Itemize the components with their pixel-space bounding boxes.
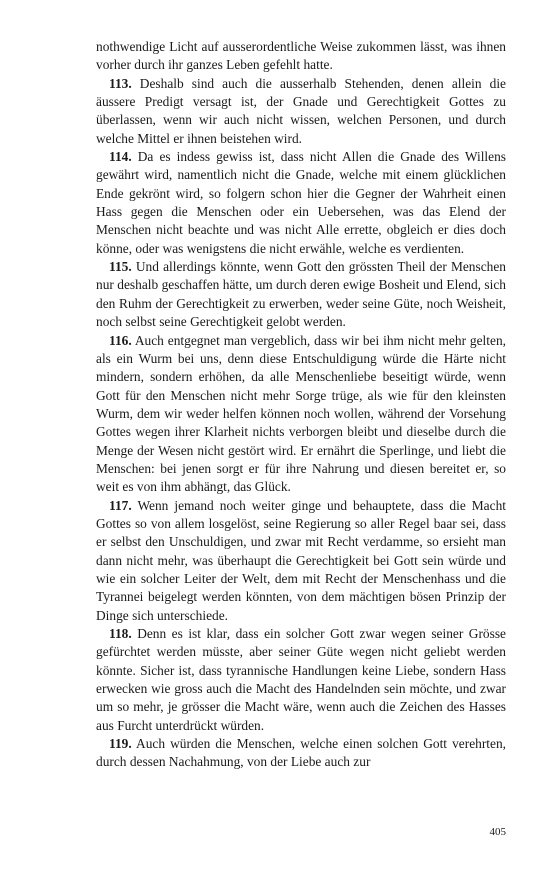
paragraph-number: 118.	[109, 626, 132, 641]
paragraph-text: nothwendige Licht auf ausserordentliche Weise zukommen lässt, was ihnen vorher durch ihr ganzes Leben gefehlt hatte.	[96, 39, 506, 73]
paragraph-number: 113.	[109, 75, 132, 91]
paragraph-text: Denn es ist klar, dass ein solcher Gott zwar wegen seiner Grösse gefürchtet werden müsste, aber seiner Güte wegen nicht geliebt werden könnte. Sicher ist, dass tyrannische Handlungen keine Liebe, sondern Hass erwecken wie gross auch die Macht des Handelnden sein möchte, und zwar um so mehr, je grösser die Macht wäre, wenn auch die Zeichen des Hasses aus Furcht unterdrückt würden.	[96, 626, 506, 733]
paragraph-number: 117.	[109, 497, 132, 513]
paragraph-117	[96, 497, 506, 625]
paragraph-116	[96, 332, 506, 497]
page-body	[96, 38, 506, 772]
paragraph-text: Wenn jemand noch weiter ginge und behauptete, dass die Macht Gottes so von allem losgelöst, seine Regierung so aller Regel baar sei, dass er selbst den Unschuldigen, und zwar mit Recht verdamme, so ersieht man dann nicht mehr, was überhaupt die Gerechtigkeit bei Gott sein würde und wie ein solcher Leiter der Welt, dem mit Recht der Menschenhass und die Tyrannei beigelegt werden könnten, von dem mächtigen bösen Prinzip der Dinge sich unterschiede.	[96, 497, 506, 623]
paragraph-continued	[96, 38, 506, 75]
paragraph-text: Auch würden die Menschen, welche einen solchen Gott verehrten, durch dessen Nachahmung, von der Liebe auch zur	[96, 736, 506, 770]
paragraph-text: Und allerdings könnte, wenn Gott den grössten Theil der Menschen nur deshalb geschaffen hätte, um durch deren ewige Bosheit und Elend, sich den Ruhm der Gerechtigkeit zu erwerben, weder seine Güte, noch Weisheit, noch selbst seine Gerechtigkeit gelobt werden.	[96, 259, 506, 330]
page-number: 405	[489, 826, 506, 838]
paragraph-number: 119.	[109, 736, 132, 752]
paragraph-text: Da es indess gewiss ist, dass nicht Allen die Gnade des Willens gewährt wird, namentlich nicht die Gnade, welche mit einem glücklichen Ende gekrönt wird, so folgern schon hier die Gegner der Wahrheit einen Hass gegen die Menschen oder ein Uebersehen, was das Elend der Menschen nicht beachte und was nicht Alle errette, obgleich er dies doch könne, oder was wenigstens die nicht erwähle, welche es verdienten.	[96, 149, 506, 256]
paragraph-119	[96, 735, 506, 772]
paragraph-113	[96, 75, 506, 148]
paragraph-115	[96, 258, 506, 331]
paragraph-number: 115.	[109, 259, 132, 275]
paragraph-118	[96, 625, 506, 735]
paragraph-text: Deshalb sind auch die ausserhalb Stehenden, denen allein die äussere Predigt versagt ist, der Gnade und Gerechtigkeit Gottes zu überlassen, wenn wir auch nicht wissen, welchen Personen, und durch welche Mittel er ihnen beistehen wird.	[96, 75, 506, 146]
paragraph-number: 116.	[109, 332, 132, 348]
paragraph-114	[96, 148, 506, 258]
paragraph-number: 114.	[109, 149, 132, 165]
paragraph-text: Auch entgegnet man vergeblich, dass wir bei ihm nicht mehr gelten, als ein Wurm bei uns, denn diese Entschuldigung würde die Härte nicht mindern, sondern erhöhen, da alle Menschenliebe beseitigt würde, wenn Gott für den Menschen nicht mehr Sorge trüge, als wie für den kleinsten Wurm, dem wir weder helfen können noch wollen, während der Vorsehung Gottes wegen ihrer Klarheit nichts verborgen bleibt und dieselbe durch die Menge der Wesen nicht gestört wird. Er ernährt die Sperlinge, und liebt die Menschen: bei jenen sorgt er für ihre Nahrung und diesen bereitet er, so weit es von ihm abhängt, das Glück.	[96, 332, 506, 495]
